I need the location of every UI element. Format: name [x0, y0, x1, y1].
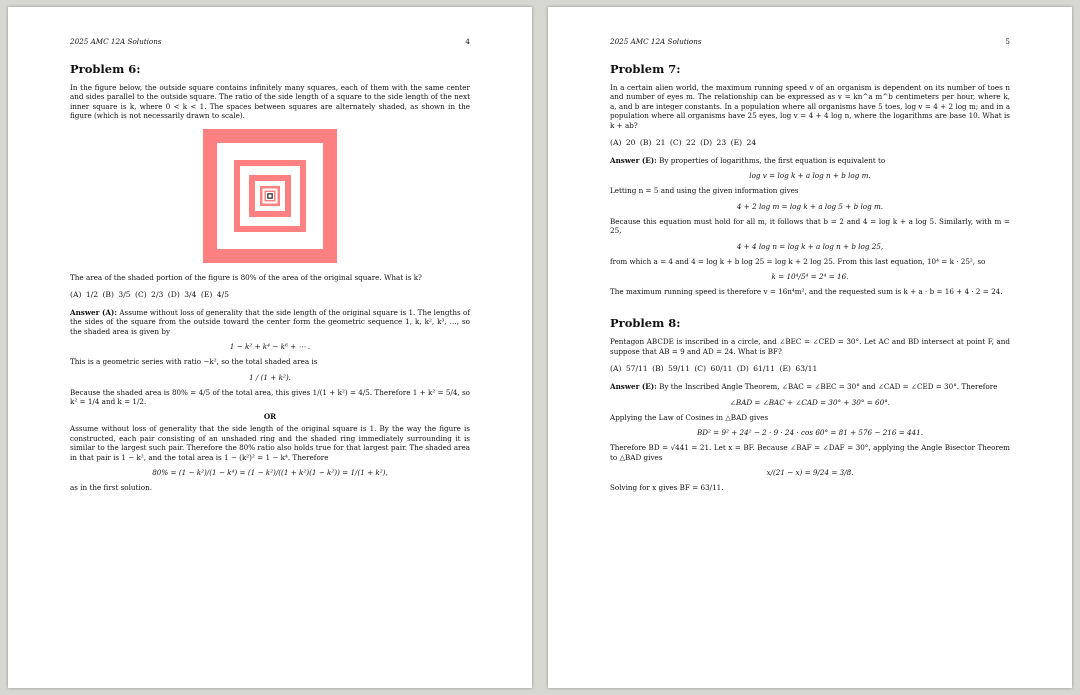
- problem-6-answer: [70, 308, 470, 336]
- answer-text: Assume without loss of generality that the side length of the original square is 1. The lengths of the sides of the square from the outside toward the center form the geometric sequence 1, k, k², k³, …, so the shaded area is given by: [70, 308, 470, 336]
- answer-label: Answer (E):: [610, 382, 657, 392]
- header-source: 2025 AMC 12A Solutions: [70, 37, 162, 46]
- solution-text: This is a geometric series with ratio −k², so the total shaded area is: [70, 357, 318, 367]
- equation: BD² = 9² + 24² − 2 · 9 · 24 · cos 60° = 81 + 576 − 216 = 441.: [696, 428, 924, 438]
- solution-text: Because this equation must hold for all m, it follows that b = 2 and 4 = log k + a log 5. Similarly, with m = 25,: [610, 216, 1010, 236]
- problem-7-choices: (A) 20 (B) 21 (C) 22 (D) 23 (E) 24: [610, 138, 757, 148]
- solution-text: Because the shaded area is 80% = 4/5 of the total area, this gives 1/(1 + k²) = 4/5. Therefore 1 + k² = 5/4, so k² = 1/4 and k = 1/2.: [70, 387, 470, 407]
- solution-text: as in the first solution.: [70, 483, 152, 493]
- problem-8-title: Problem 8:: [610, 316, 681, 331]
- equation: 4 + 2 log m = log k + a log 5 + b log m.: [736, 201, 884, 211]
- document-page-left: [8, 7, 532, 688]
- solution-text: Assume without loss of generality that the side length of the original square is 1. By the way the figure is constructed, each pair consisting of an unshaded ring and the shaded ring immediately surrounding it is similar to the largest such pair. Therefore the 80% ratio also holds true for that largest pair. The shaded area in that pair is 1 − k², and the total area is 1 − (k²)² = 1 − k⁴. Therefore: [70, 424, 470, 462]
- header-source: 2025 AMC 12A Solutions: [610, 37, 702, 46]
- page-number: 4: [465, 37, 470, 46]
- solution-text: Solving for x gives BF = 63/11.: [610, 482, 724, 492]
- problem-7-answer: [610, 156, 1010, 165]
- or-separator: OR: [263, 412, 277, 422]
- equation: 4 + 4 log n = log k + a log n + b log 25,: [736, 241, 884, 251]
- equation: x/(21 − x) = 9/24 = 3/8.: [766, 467, 854, 477]
- equation: 80% = (1 − k²)/(1 − k⁴) = (1 − k²)/((1 + k²)(1 − k²)) = 1/(1 + k²),: [152, 468, 388, 478]
- solution-text: Letting n = 5 and using the given information gives: [610, 186, 799, 196]
- answer-label: Answer (E):: [610, 156, 657, 166]
- document-page-right: [548, 7, 1072, 688]
- answer-text: By the Inscribed Angle Theorem, ∠BAC = ∠BEC = 30° and ∠CAD = ∠CED = 30°. Therefore: [659, 382, 998, 392]
- problem-6-choices: (A) 1/2 (B) 3/5 (C) 2/3 (D) 3/4 (E) 4/5: [70, 290, 229, 300]
- problem-8-statement: Pentagon ABCDE is inscribed in a circle, and ∠BEC = ∠CED = 30°. Let AC and BD intersect at point F, and suppose that AB = 9 and AD = 24. What is BF?: [610, 337, 1010, 356]
- answer-label: Answer (A):: [70, 308, 117, 318]
- answer-text: By properties of logarithms, the first equation is equivalent to: [659, 156, 886, 166]
- equation: 1 − k² + k⁴ − k⁶ + ⋯ .: [229, 342, 311, 352]
- page-number: 5: [1005, 37, 1010, 46]
- nested-squares-svg: [203, 129, 337, 263]
- problem-6-statement: In the figure below, the outside square contains infinitely many squares, each of them with the same center and sides parallel to the outside square. The ratio of the side length of a square to the side length of the next inner square is k, where 0 < k < 1. The spaces between squares are alternately shaded, as shown in the figure (which is not necessarily drawn to scale).: [70, 83, 470, 121]
- equation: k = 10⁴/5⁴ = 2⁴ = 16.: [771, 272, 849, 282]
- problem-7-title: Problem 7:: [610, 62, 681, 76]
- solution-text: The maximum running speed is therefore v = 16n⁴m², and the requested sum is k + a · b = 16 + 4 · 2 = 24.: [610, 287, 1003, 297]
- problem-8-choices: (A) 57/11 (B) 59/11 (C) 60/11 (D) 61/11 (E) 63/11: [610, 364, 818, 374]
- equation: ∠BAD = ∠BAC + ∠CAD = 30° + 30° = 60°.: [729, 397, 891, 407]
- page-header: [610, 37, 1010, 46]
- solution-text: Applying the Law of Cosines in △BAD gives: [610, 412, 769, 422]
- problem-7-statement: In a certain alien world, the maximum running speed v of an organism is dependent on its number of toes n and number of eyes m. The relationship can be expressed as v = kn^a m^b centimeters per hour, where k, a, and b are integer constants. In a population where all organisms have 5 toes, log v = 4 + 2 log m; and in a population where all organisms have 25 eyes, log v = 4 + 4 log n, where the logarithms are base 10. What is k + ab?: [610, 83, 1010, 130]
- solution-text: Therefore BD = √441 = 21. Let x = BF. Because ∠BAF = ∠DAF = 30°, applying the Angle Bisector Theorem to △BAD gives: [610, 443, 1010, 462]
- solution-text: from which a = 4 and 4 = log k + b log 25 = log k + 2 log 25. From this last equation, 10⁴ = k · 25², so: [610, 256, 986, 266]
- problem-6-title: Problem 6:: [70, 62, 141, 76]
- nested-squares-figure: [70, 129, 470, 263]
- problem-6-question: The area of the shaded portion of the figure is 80% of the area of the original square. What is k?: [70, 272, 422, 282]
- equation: log v = log k + a log n + b log m.: [749, 171, 871, 181]
- problem-8-answer: [610, 382, 1010, 391]
- equation: 1 / (1 + k²).: [249, 372, 291, 382]
- page-header: [70, 37, 470, 46]
